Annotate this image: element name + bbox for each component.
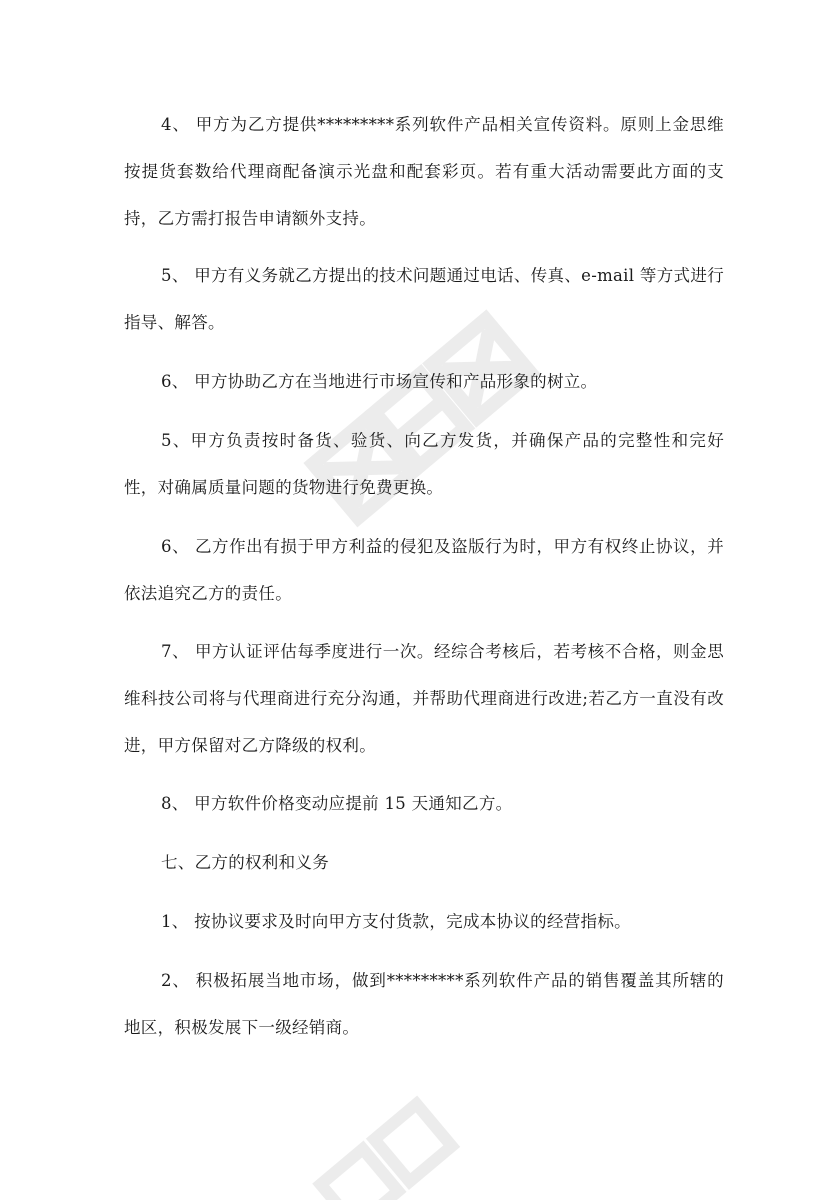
clause-paragraph-2-market-expansion: 2、 积极拓展当地市场，做到*********系列软件产品的销售覆盖其所辖的地区，积极发展下一级经销商。 bbox=[124, 971, 724, 1037]
clause-paragraph-5-stock-delivery: 5、甲方负责按时备货、验货、向乙方发货，并确保产品的完整性和完好性，对确属质量问题的货物进行免费更换。 bbox=[124, 431, 724, 497]
clause-paragraph-7-quarterly-evaluation: 7、 甲方认证评估每季度进行一次。经综合考核后，若考核不合格，则金思维科技公司将与代理商进行充分沟通，并帮助代理商进行改进;若乙方一直没有改进，甲方保留对乙方降级的权利。 bbox=[124, 642, 724, 755]
clause-paragraph-1-payment: 1、 按协议要求及时向甲方支付货款，完成本协议的经营指标。 bbox=[161, 912, 631, 931]
section-heading-party-b-rights: 七、乙方的权利和义务 bbox=[161, 853, 329, 872]
clause-paragraph-8-price-change-notice: 8、 甲方软件价格变动应提前 15 天通知乙方。 bbox=[161, 794, 513, 813]
clause-paragraph-5-technical-support: 5、 甲方有义务就乙方提出的技术问题通过电话、传真、e-mail 等方式进行指导、解答。 bbox=[124, 266, 724, 332]
clause-paragraph-4-promotional-materials: 4、 甲方为乙方提供*********系列软件产品相关宣传资料。原则上金思维按提货套数给代理商配备演示光盘和配套彩页。若有重大活动需要此方面的支持，乙方需打报告申请额外支持。 bbox=[124, 115, 724, 228]
clause-paragraph-6-piracy-termination: 6、 乙方作出有损于甲方利益的侵犯及盗版行为时，甲方有权终止协议，并依法追究乙方的责任。 bbox=[124, 537, 724, 603]
watermark-seal-icon-bottom bbox=[300, 1070, 500, 1200]
clause-paragraph-6-market-promotion: 6、 甲方协助乙方在当地进行市场宣传和产品形象的树立。 bbox=[161, 372, 598, 391]
